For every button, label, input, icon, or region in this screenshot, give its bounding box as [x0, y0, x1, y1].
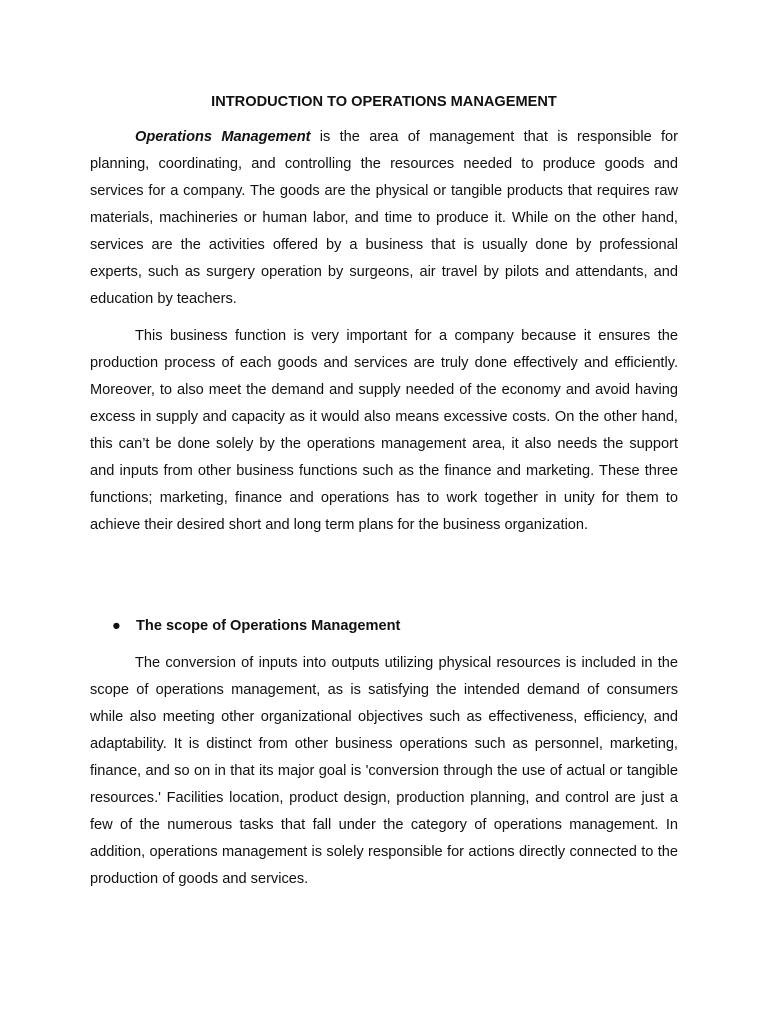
lead-term: Operations Management	[135, 129, 311, 145]
section-heading-text: The scope of Operations Management	[136, 618, 401, 634]
bullet-icon: ●	[112, 618, 121, 634]
page-title: INTRODUCTION TO OPERATIONS MANAGEMENT	[211, 94, 557, 110]
intro-paragraph-text: is the area of management that is responsible for planning, coordinating, and controlling the resources needed to produce goods and services for a company. The goods are the physical or tangible products that requires raw materials, machineries or human labor, and time to produce it. While on the other hand, services are the activities offered by a business that is usually done by professional experts, such as surgery operation by surgeons, air travel by pilots and attendants, and education by teachers.	[90, 129, 678, 307]
section-heading	[112, 617, 612, 635]
business-function-paragraph: This business function is very important for a company because it ensures the production process of each goods and services are truly done effectively and efficiently. Moreover, to also meet the demand and supply needed of the economy and avoid having excess in supply and capacity as it would also means excessive costs. On the other hand, this can’t be done solely by the operations management area, it also needs the support and inputs from other business functions such as the finance and marketing. These three functions; marketing, finance and operations has to work together in unity for them to achieve their desired short and long term plans for the business organization.	[90, 328, 678, 533]
scope-paragraph: The conversion of inputs into outputs utilizing physical resources is included in the scope of operations management, as is satisfying the intended demand of consumers while also meeting other organizational objectives such as effectiveness, efficiency, and adaptability. It is distinct from other business operations such as personnel, marketing, finance, and so on in that its major goal is 'conversion through the use of actual or tangible resources.' Facilities location, product design, production planning, and control are just a few of the numerous tasks that fall under the category of operations management. In addition, operations management is solely responsible for actions directly connected to the production of goods and services.	[90, 655, 678, 887]
intro-paragraph	[90, 124, 678, 313]
